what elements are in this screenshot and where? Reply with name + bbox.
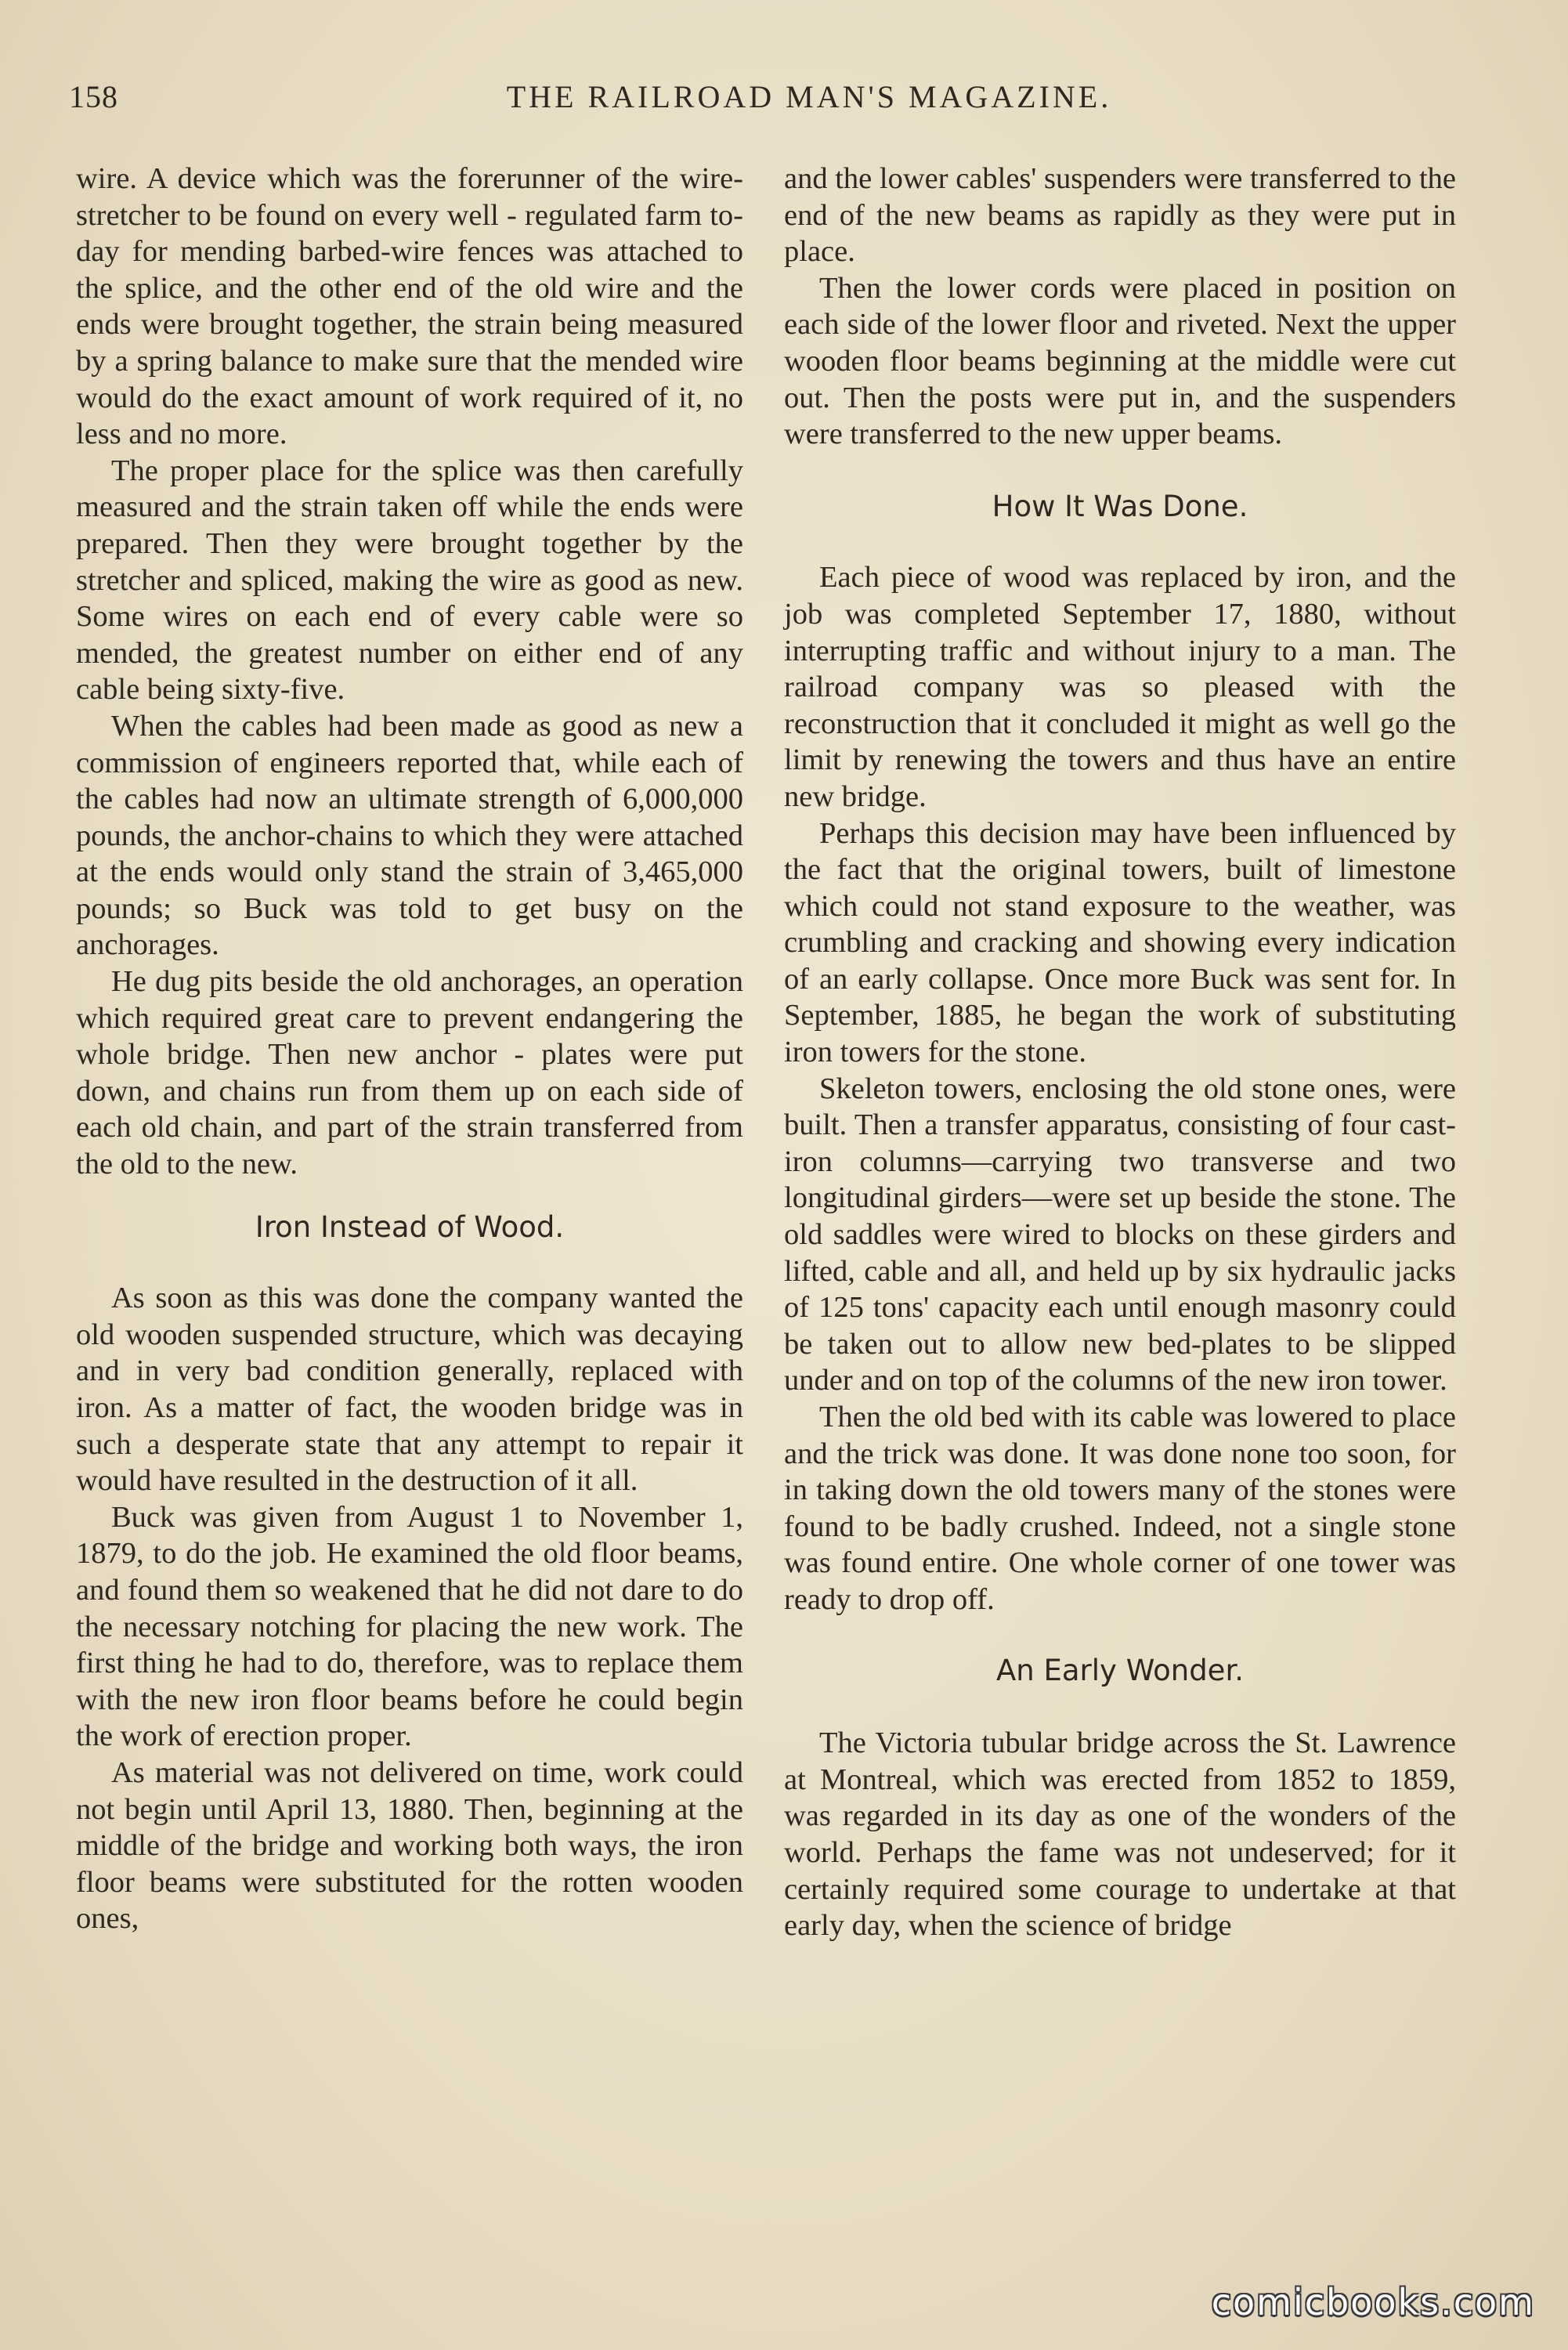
paragraph: The proper place for the splice was then carefully measured and the strain taken off while the ends were prepared. Then they were brought together by the stretcher and spliced, making the wire as good as new. Some wires on each end of every cable were so mended, the greatest number on either end of any cable being sixty-five. [76, 454, 743, 707]
paragraph: Perhaps this decision may have been influenced by the fact that the original towers, built of limestone which could not stand exposure to the weather, was crumbling and cracking and showing every indication of an early collapse. Once more Buck was sent for. In September, 1885, he began the work of substituting iron towers for the stone. [784, 816, 1456, 1069]
section-heading-an-early-wonder: An Early Wonder. [995, 1653, 1245, 1687]
paragraph: Skeleton towers, enclosing the old stone ones, were built. Then a transfer apparatus, consisting of four cast-iron columns—carrying two transverse and two longitudinal girders—were set up beside the stone. The old saddles were wired to blocks on these girders and lifted, cable and all, and held up by six hydraulic jacks of 125 tons' capacity each until enough masonry could be taken out to allow new bed-plates to be slipped under and on top of the columns of the new iron tower. [784, 1072, 1456, 1397]
paragraph: Then the old bed with its cable was lowered to place and the trick was done. It was done none too soon, for in taking down the old towers many of the stones were found to be badly crushed. Indeed, not a single stone was found entire. One whole corner of one tower was ready to drop off. [784, 1401, 1456, 1616]
magazine-title: THE RAILROAD MAN'S MAGAZINE. [506, 79, 1112, 114]
right-column [784, 161, 1456, 1944]
paragraph: As soon as this was done the company wanted the old wooden suspended structure, which was decaying and in very bad condition generally, replaced with iron. As a matter of fact, the wooden bridge was in such a desperate state that any attempt to repair it would have resulted in the destruction of it all. [76, 1282, 743, 1498]
paragraph: As material was not delivered on time, work could not begin until April 13, 1880. Then, beginning at the middle of the bridge and working both ways, the iron floor beams were substituted for the rotten wooden ones, [76, 1755, 743, 1936]
paragraph: When the cables had been made as good as new a commission of engineers reported that, while each of the cables had now an ultimate strength of 6,000,000 pounds, the anchor-chains to which they were attached at the ends would only stand the strain of 3,465,000 pounds; so Buck was told to get busy on the anchorages. [76, 709, 743, 962]
paragraph: The Victoria tubular bridge across the St. Lawrence at Montreal, which was erected from 1852 to 1859, was regarded in its day as one of the wonders of the world. Perhaps the fame was not undeserved; for it certainly required some courage to undertake at that early day, when the science of bridge [784, 1726, 1456, 1943]
running-head [69, 78, 1463, 125]
paragraph: Each piece of wood was replaced by iron, and the job was completed September 17, 1880, without interrupting traffic and without injury to a man. The railroad company was so pleased with the reconstruction that it concluded it might as well go the limit by renewing the towers and thus have an entire new bridge. [784, 561, 1456, 813]
left-column [76, 161, 743, 1937]
watermark: comicbooks.com [1211, 2281, 1535, 2323]
paragraph: Buck was given from August 1 to November 1, 1879, to do the job. He examined the old floor beams, and found them so weakened that he did not dare to do the necessary notching for placing the new work. The first thing he had to do, therefore, was to replace them with the new iron floor beams before he could begin the work of erection proper. [76, 1500, 743, 1753]
section-heading-iron-instead-of-wood: Iron Instead of Wood. [255, 1209, 565, 1244]
paragraph: and the lower cables' suspenders were transferred to the end of the new beams as rapidly as they were put in place. [784, 162, 1456, 269]
section-heading-how-it-was-done: How It Was Done. [992, 489, 1248, 523]
paragraph: He dug pits beside the old anchorages, an operation which required great care to prevent endangering the whole bridge. Then new anchor - plates were put down, and chains run from them up on each side of each old chain, and part of the strain transferred from the old to the new. [76, 965, 743, 1181]
paragraph: wire. A device which was the forerunner of the wire-stretcher to be found on every well - regulated farm to-day for mending barbed-wire fences was attached to the splice, and the other end of the old wire and the ends were brought together, the strain being measured by a spring balance to make sure that the mended wire would do the exact amount of work required of it, no less and no more. [76, 162, 743, 451]
paragraph: Then the lower cords were placed in position on each side of the lower floor and riveted. Next the upper wooden floor beams beginning at the middle were cut out. Then the posts were put in, and the suspenders were transferred to the new upper beams. [784, 271, 1456, 451]
page-number: 158 [69, 79, 118, 114]
